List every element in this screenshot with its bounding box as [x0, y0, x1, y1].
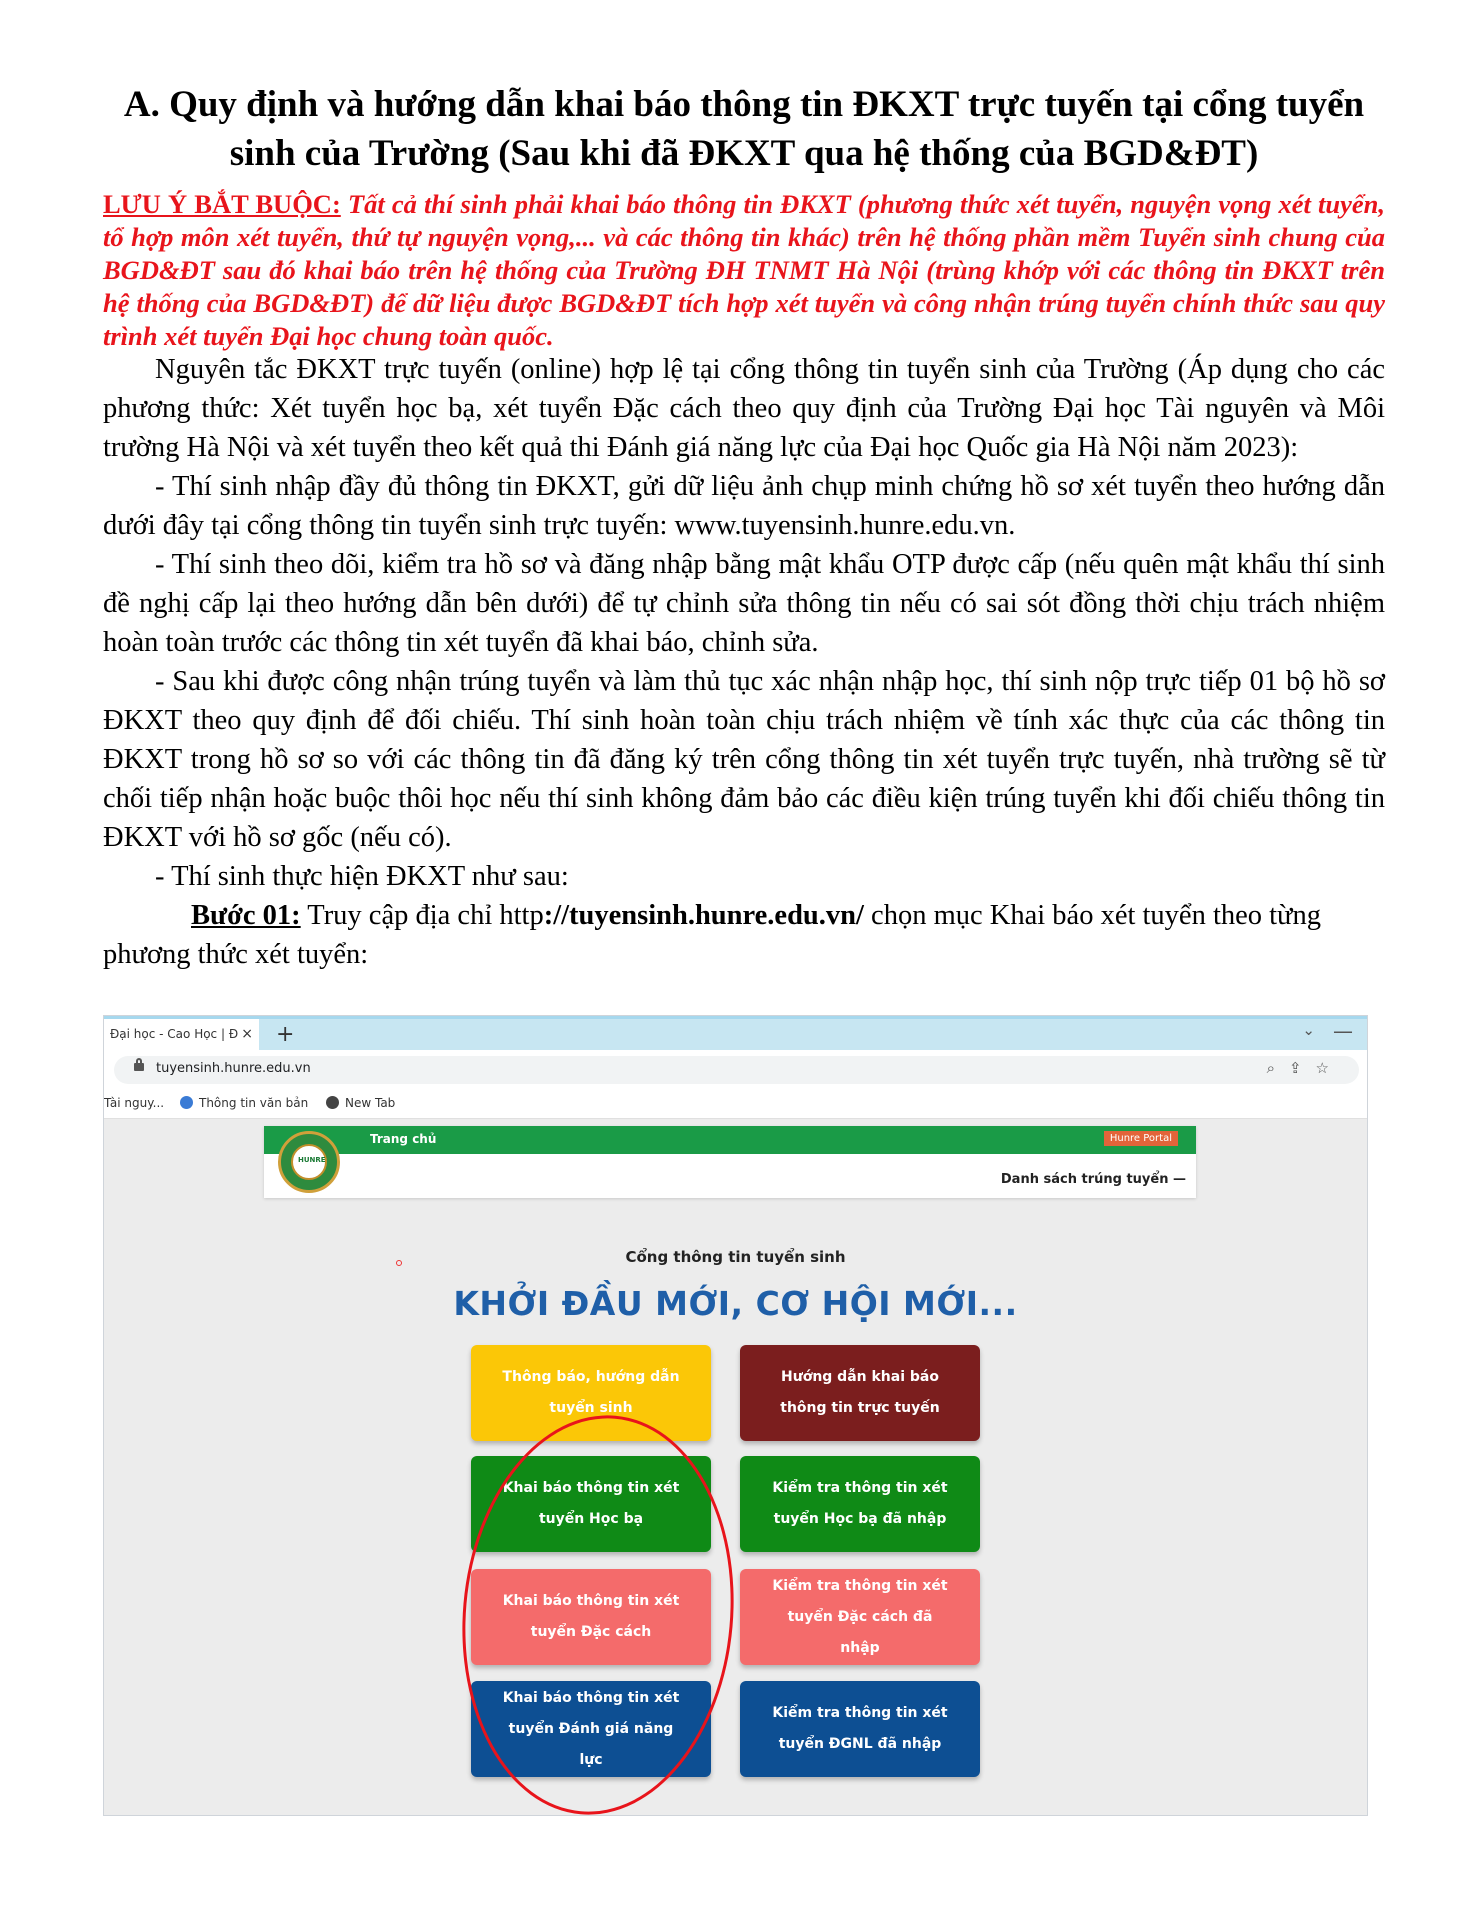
card-declare-transcript[interactable]: Khai báo thông tin xét tuyển Học bạ	[471, 1456, 711, 1552]
bookmarks-bar	[104, 1090, 1367, 1119]
browser-tab[interactable]	[104, 1019, 259, 1050]
new-tab-icon[interactable]: +	[276, 1022, 295, 1047]
card-declare-aptitude[interactable]: Khai báo thông tin xét tuyển Đánh giá năng lực	[471, 1681, 711, 1777]
nav-home-link[interactable]: Trang chủ	[370, 1132, 437, 1146]
body-text	[103, 350, 1385, 974]
tab-search-icon[interactable]: ⌄	[1302, 1021, 1315, 1039]
admission-results-link[interactable]: Danh sách trúng tuyển —	[1000, 1172, 1186, 1187]
step-text-before: Truy cập địa chỉ http	[300, 900, 544, 931]
step-label: Bước 01:	[191, 900, 301, 931]
page-title: A. Quy định và hướng dẫn khai báo thông tin ĐKXT trực tuyến tại cổng tuyển sinh của Trường (Sau khi đã ĐKXT qua hệ thống của BGD&ĐT)	[123, 84, 1365, 174]
mandatory-notice	[103, 188, 1385, 353]
card-check-transcript[interactable]: Kiểm tra thông tin xét tuyển Học bạ đã nhập	[740, 1456, 980, 1552]
bookmark-item[interactable]: New Tab	[326, 1096, 395, 1110]
bookmark-item[interactable]: Tài nguy...	[104, 1096, 165, 1110]
close-icon[interactable]: ×	[241, 1026, 253, 1042]
hunre-portal-button[interactable]: Hunre Portal	[1104, 1131, 1178, 1146]
paragraph-principles: Nguyên tắc ĐKXT trực tuyến (online) hợp lệ tại cổng thông tin tuyển sinh của Trường (Áp dụng cho các phương thức: Xét tuyển học bạ, xét tuyển Đặc cách theo quy định của Trường Đại học Tài nguyên và Môi trường Hà Nội và xét tuyển theo kết quả thi Đánh giá năng lực của Đại học Quốc gia Hà Nội năm 2023):	[103, 354, 1385, 463]
flower-icon	[180, 1096, 193, 1109]
top-nav-bar	[264, 1126, 1196, 1154]
lock-icon	[134, 1063, 144, 1071]
hunre-logo[interactable]: HUNRE	[278, 1131, 340, 1193]
address-bar	[104, 1050, 1367, 1090]
card-declare-special[interactable]: Khai báo thông tin xét tuyển Đặc cách	[471, 1569, 711, 1665]
globe-icon	[326, 1096, 339, 1109]
card-online-declaration-guide[interactable]: Hướng dẫn khai báo thông tin trực tuyến	[740, 1345, 980, 1441]
tab-bar	[104, 1016, 1367, 1050]
url-text: tuyensinh.hunre.edu.vn	[156, 1061, 311, 1076]
address-actions-icons[interactable]: ⌕⇪☆	[1266, 1059, 1343, 1077]
site-header	[264, 1126, 1196, 1198]
bookmark-item[interactable]: Thông tin văn bản	[180, 1096, 308, 1110]
browser-screenshot	[103, 1015, 1368, 1816]
slogan: KHỞI ĐẦU MỚI, CƠ HỘI MỚI...	[453, 1284, 1018, 1323]
notice-text: Tất cả thí sinh phải khai báo thông tin ĐKXT (phương thức xét tuyển, nguyện vọng xét tuyển, tổ hợp môn xét tuyển, thứ tự nguyện vọng,... và các thông tin khác) trên hệ thống phần mềm Tuyển sinh chung của BGD&ĐT sau đó khai báo trên hệ thống của Trường ĐH TNMT Hà Nội (trùng khớp với các thông tin ĐKXT trên hệ thống của BGD&ĐT) để dữ liệu được BGD&ĐT tích hợp xét tuyển và công nhận trúng tuyển chính thức sau quy trình xét tuyển Đại học chung toàn quốc.	[103, 189, 1385, 351]
paragraph-enter-info: - Thí sinh nhập đầy đủ thông tin ĐKXT, gửi dữ liệu ảnh chụp minh chứng hồ sơ xét tuyển theo hướng dẫn dưới đây tại cổng thông tin tuyển sinh trực tuyến: www.tuyensinh.hunre.edu.vn.	[103, 471, 1385, 541]
tab-title: Đại học - Cao Học | Đ	[110, 1027, 239, 1041]
card-admission-notices[interactable]: Thông báo, hướng dẫn tuyển sinh	[471, 1345, 711, 1441]
paragraph-submit-records: - Sau khi được công nhận trúng tuyển và làm thủ tục xác nhận nhập học, thí sinh nộp trực tiếp 01 bộ hồ sơ ĐKXT theo quy định để đối chiếu. Thí sinh hoàn toàn chịu trách nhiệm về tính xác thực của các thông tin ĐKXT trong hồ sơ so với các thông tin đã đăng ký trên cổng thông tin xét tuyển trực tuyến, nhà trường sẽ từ chối tiếp nhận hoặc buộc thôi học nếu thí sinh không đảm bảo các điều kiện trúng tuyển khi đối chiếu thông tin ĐKXT với hồ sơ gốc (nếu có).	[103, 666, 1385, 853]
notice-label: LƯU Ý BẮT BUỘC:	[103, 189, 341, 219]
card-check-aptitude[interactable]: Kiểm tra thông tin xét tuyển ĐGNL đã nhập	[740, 1681, 980, 1777]
paragraph-steps-intro: - Thí sinh thực hiện ĐKXT như sau:	[155, 861, 569, 892]
portal-label: Cổng thông tin tuyển sinh	[625, 1248, 846, 1266]
url-field[interactable]	[114, 1056, 1359, 1084]
minimize-icon[interactable]: —	[1333, 1019, 1353, 1043]
step-url[interactable]: ://tuyensinh.hunre.edu.vn/	[543, 900, 864, 931]
step-01	[103, 896, 1385, 974]
step-text-after: chọn mục Khai báo xét tuyển theo từng phương thức xét tuyển:	[103, 900, 1322, 970]
card-check-special[interactable]: Kiểm tra thông tin xét tuyển Đặc cách đã nhập	[740, 1569, 980, 1665]
marker-dot	[396, 1260, 402, 1266]
paragraph-check-records: - Thí sinh theo dõi, kiểm tra hồ sơ và đăng nhập bằng mật khẩu OTP được cấp (nếu quên mật khẩu thí sinh đề nghị cấp lại theo hướng dẫn bên dưới) để tự chỉnh sửa thông tin nếu có sai sót đồng thời chịu trách nhiệm hoàn toàn trước các thông tin xét tuyển đã khai báo, chỉnh sửa.	[103, 549, 1385, 658]
